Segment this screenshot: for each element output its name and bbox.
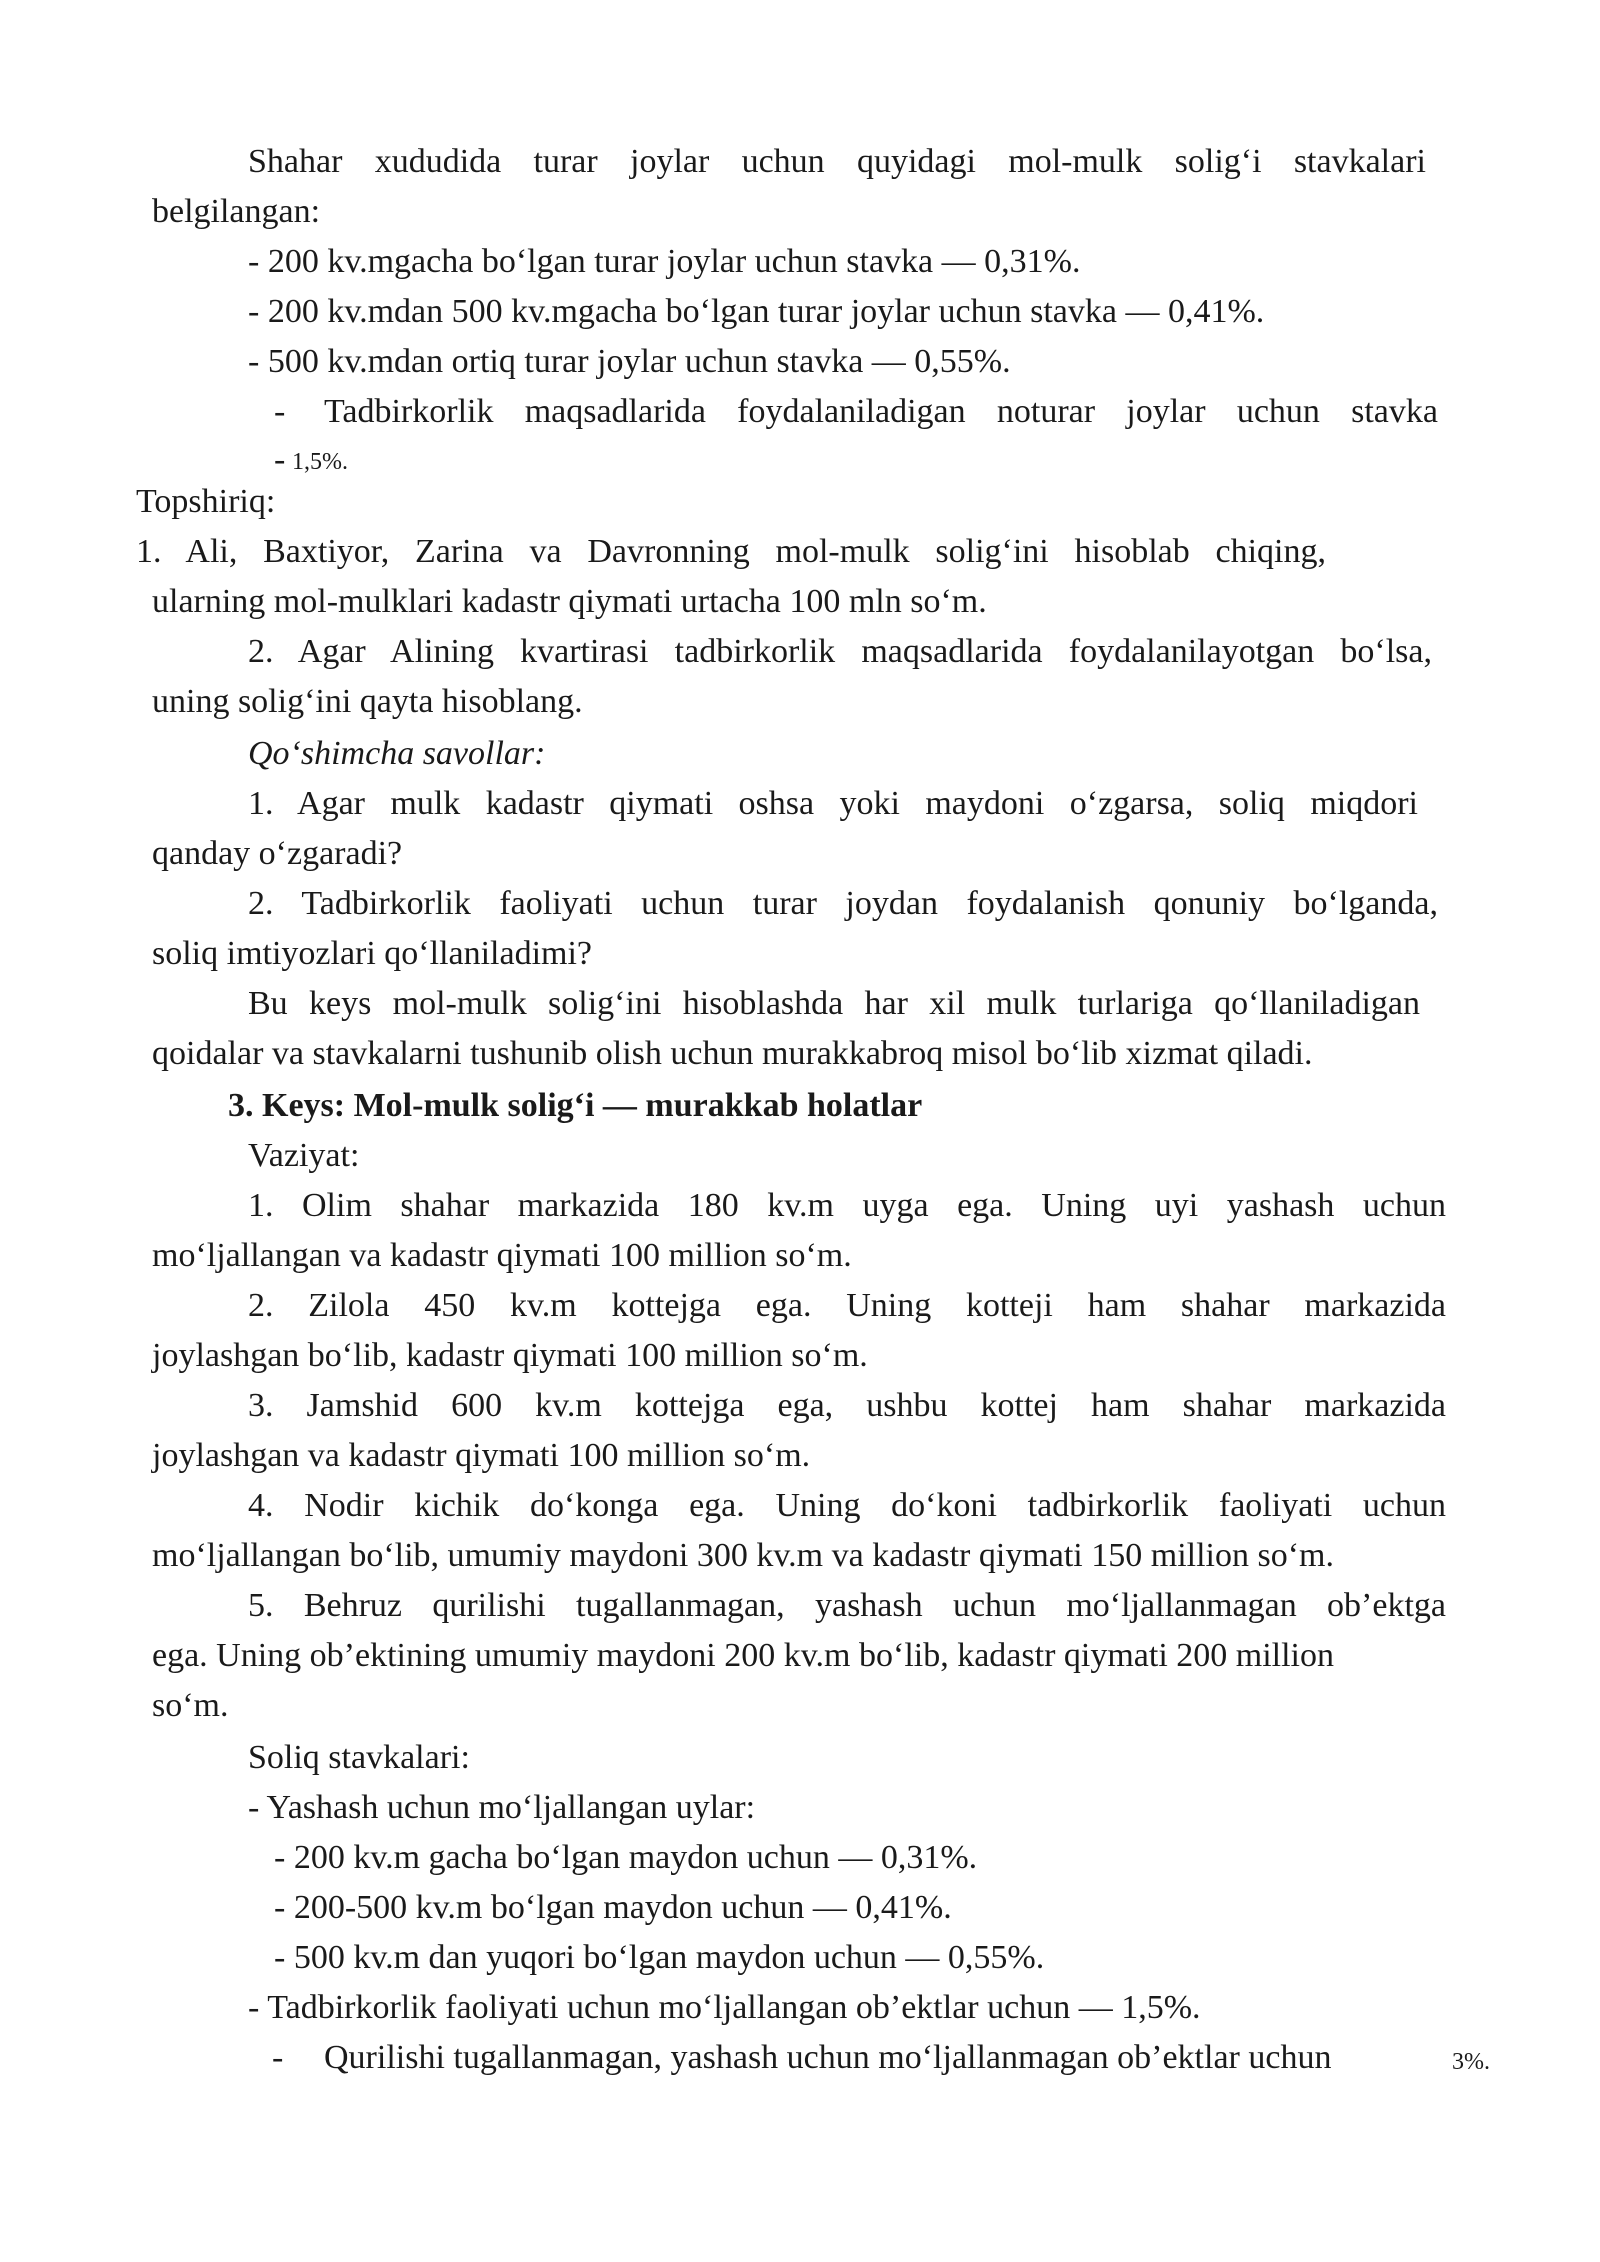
rate-item-1: - 200 kv.mgacha bo‘lgan turar joylar uchun stavka — 0,31%. (248, 243, 1081, 280)
task-q2-line-2: uning solig‘ini qayta hisoblang. (152, 683, 583, 720)
case-item-5-line-1: 5. Behruz qurilishi tugallanmagan, yashash uchun mo‘ljallanmagan ob’ektga (248, 1587, 1446, 1624)
case-item-4-line-1: 4. Nodir kichik do‘konga ega. Uning do‘koni tadbirkorlik faoliyati uchun (248, 1487, 1446, 1524)
intro-line-1: Shahar xududida turar joylar uchun quyidagi mol-mulk solig‘i stavkalari (248, 143, 1426, 180)
extra-q1-line-1: 1. Agar mulk kadastr qiymati oshsa yoki maydoni o‘zgarsa, soliq miqdori (248, 785, 1418, 822)
case-item-3-line-2: joylashgan va kadastr qiymati 100 million so‘m. (152, 1437, 811, 1474)
tax-rates-heading: Soliq stavkalari: (248, 1739, 470, 1776)
residential-rate-1: - 200 kv.m gacha bo‘lgan maydon uchun — 0,31%. (274, 1839, 978, 1876)
residential-heading: - Yashash uchun mo‘ljallangan uylar: (248, 1789, 756, 1826)
extra-heading: Qo‘shimcha savollar: (248, 735, 546, 772)
task-q2-line-1: 2. Agar Alining kvartirasi tadbirkorlik maqsadlarida foydalanilayotgan bo‘lsa, (248, 633, 1432, 670)
extra-q1-line-2: qanday o‘zgaradi? (152, 835, 403, 872)
case-title: 3. Keys: Mol-mulk solig‘i — murakkab holatlar (228, 1087, 923, 1124)
case-item-1-line-2: mo‘ljallangan va kadastr qiymati 100 million so‘m. (152, 1237, 852, 1274)
rate-item-3: - 500 kv.mdan ortiq turar joylar uchun stavka — 0,55%. (248, 343, 1011, 380)
unfinished-object-text: Qurilishi tugallanmagan, yashash uchun mo‘ljallanmagan ob’ektlar uchun (324, 2039, 1332, 2076)
case-item-4-line-2: mo‘ljallangan bo‘lib, umumiy maydoni 300 kv.m va kadastr qiymati 150 million so‘m. (152, 1537, 1334, 1574)
residential-rate-3: - 500 kv.m dan yuqori bo‘lgan maydon uchun — 0,55%. (274, 1939, 1045, 1976)
unfinished-object-rate: 3%. (1452, 2049, 1490, 2075)
summary-line-1: Bu keys mol-mulk solig‘ini hisoblashda har xil mulk turlariga qo‘llaniladigan (248, 985, 1420, 1022)
case-item-2-line-1: 2. Zilola 450 kv.m kottejga ega. Uning kotteji ham shahar markazida (248, 1287, 1446, 1324)
task-heading: Topshiriq: (136, 483, 276, 520)
extra-q2-line-2: soliq imtiyozlari qo‘llaniladimi? (152, 935, 593, 972)
business-rate-value: 1,5%. (292, 449, 348, 475)
unfinished-dash: - (272, 2039, 284, 2076)
business-dash: - (274, 393, 286, 430)
business-object-rate: - Tadbirkorlik faoliyati uchun mo‘ljallangan ob’ektlar uchun — 1,5%. (248, 1989, 1201, 2026)
business-dash-2: - (274, 441, 286, 478)
intro-line-2: belgilangan: (152, 193, 321, 230)
summary-line-2: qoidalar va stavkalarni tushunib olish uchun murakkabroq misol bo‘lib xizmat qiladi. (152, 1035, 1313, 1072)
extra-q2-line-1: 2. Tadbirkorlik faoliyati uchun turar joydan foydalanish qonuniy bo‘lganda, (248, 885, 1438, 922)
business-rate-text: Tadbirkorlik maqsadlarida foydalaniladigan noturar joylar uchun stavka (324, 393, 1438, 430)
case-item-5-line-3: so‘m. (152, 1687, 229, 1724)
task-q1-line-1: 1. Ali, Baxtiyor, Zarina va Davronning mol-mulk solig‘ini hisoblab chiqing, (136, 533, 1326, 570)
situation-heading: Vaziyat: (248, 1137, 360, 1174)
case-item-5-line-2: ega. Uning ob’ektining umumiy maydoni 200 kv.m bo‘lib, kadastr qiymati 200 million (152, 1637, 1334, 1674)
rate-item-2: - 200 kv.mdan 500 kv.mgacha bo‘lgan turar joylar uchun stavka — 0,41%. (248, 293, 1265, 330)
task-q1-line-2: ularning mol-mulklari kadastr qiymati urtacha 100 mln so‘m. (152, 583, 987, 620)
case-item-2-line-2: joylashgan bo‘lib, kadastr qiymati 100 million so‘m. (152, 1337, 868, 1374)
case-item-1-line-1: 1. Olim shahar markazida 180 kv.m uyga ega. Uning uyi yashash uchun (248, 1187, 1446, 1224)
case-item-3-line-1: 3. Jamshid 600 kv.m kottejga ega, ushbu kottej ham shahar markazida (248, 1387, 1446, 1424)
residential-rate-2: - 200-500 kv.m bo‘lgan maydon uchun — 0,41%. (274, 1889, 952, 1926)
